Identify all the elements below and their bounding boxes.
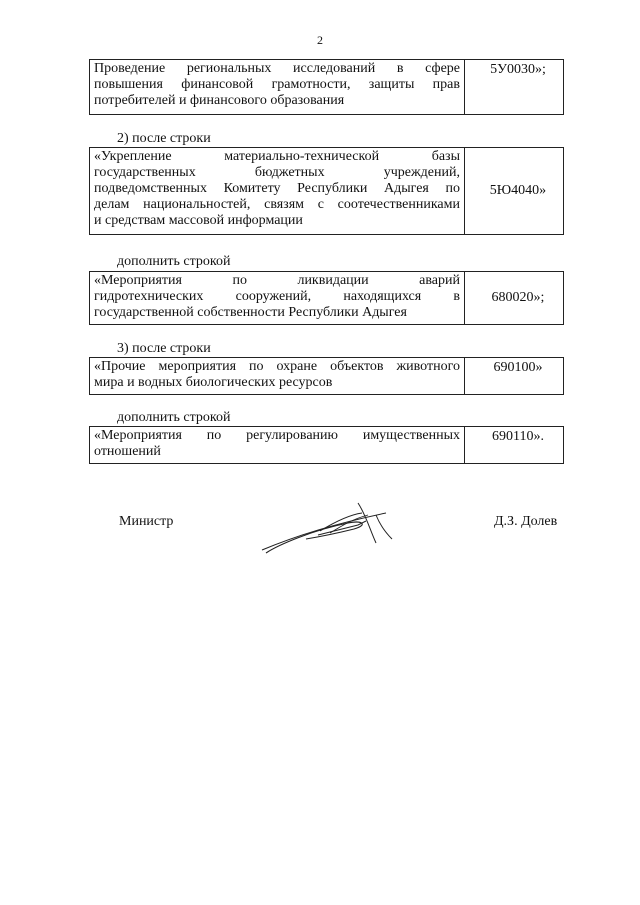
row-text-line: подведомственных Комитету Республики Адыгея по — [94, 181, 460, 196]
row-text-line: потребителей и финансового образования — [94, 93, 345, 108]
row-description — [90, 60, 465, 114]
row-text-line: гидротехнических сооружений, находящихся в — [94, 289, 460, 304]
row-description — [90, 148, 465, 234]
row-text-line: «Прочие мероприятия по охране объектов животного — [94, 359, 460, 374]
instruction-label: 2) после строки — [117, 131, 211, 146]
signatory-position: Министр — [119, 514, 174, 529]
row-text-line: «Укрепление материально-технической базы — [94, 149, 460, 164]
row-description — [90, 272, 465, 324]
row-text-line: мира и водных биологических ресурсов — [94, 375, 333, 390]
row-text-line: государственных бюджетных учреждений, — [94, 165, 460, 180]
instruction-label: 3) после строки — [117, 341, 211, 356]
instruction-label: дополнить строкой — [117, 254, 231, 269]
row-text-line: Проведение региональных исследований в сфере — [94, 61, 460, 76]
row-description — [90, 427, 465, 463]
handwritten-signature — [258, 495, 398, 560]
row-code: 5Ю4040» — [489, 183, 547, 198]
signatory-name: Д.З. Долев — [494, 514, 558, 529]
row-code: 690110». — [492, 429, 544, 444]
table-row — [89, 147, 564, 235]
page-number: 2 — [317, 33, 323, 47]
row-text-line: и средствам массовой информации — [94, 213, 303, 228]
row-code: 690100» — [493, 360, 543, 375]
row-text-line: «Мероприятия по ликвидации аварий — [94, 273, 460, 288]
row-text-line: отношений — [94, 444, 161, 459]
table-row — [89, 357, 564, 395]
row-text-line: «Мероприятия по регулированию имущественных — [94, 428, 460, 443]
table-row — [89, 59, 564, 115]
table-row — [89, 271, 564, 325]
row-description — [90, 358, 465, 394]
row-code: 680020»; — [491, 290, 545, 305]
row-text-line: делам национальностей, связям с соотечественниками — [94, 197, 460, 212]
row-text-line: повышения финансовой грамотности, защиты прав — [94, 77, 460, 92]
table-row — [89, 426, 564, 464]
instruction-label: дополнить строкой — [117, 410, 231, 425]
row-text-line: государственной собственности Республики Адыгея — [94, 305, 407, 320]
row-code: 5У0030»; — [490, 62, 546, 77]
